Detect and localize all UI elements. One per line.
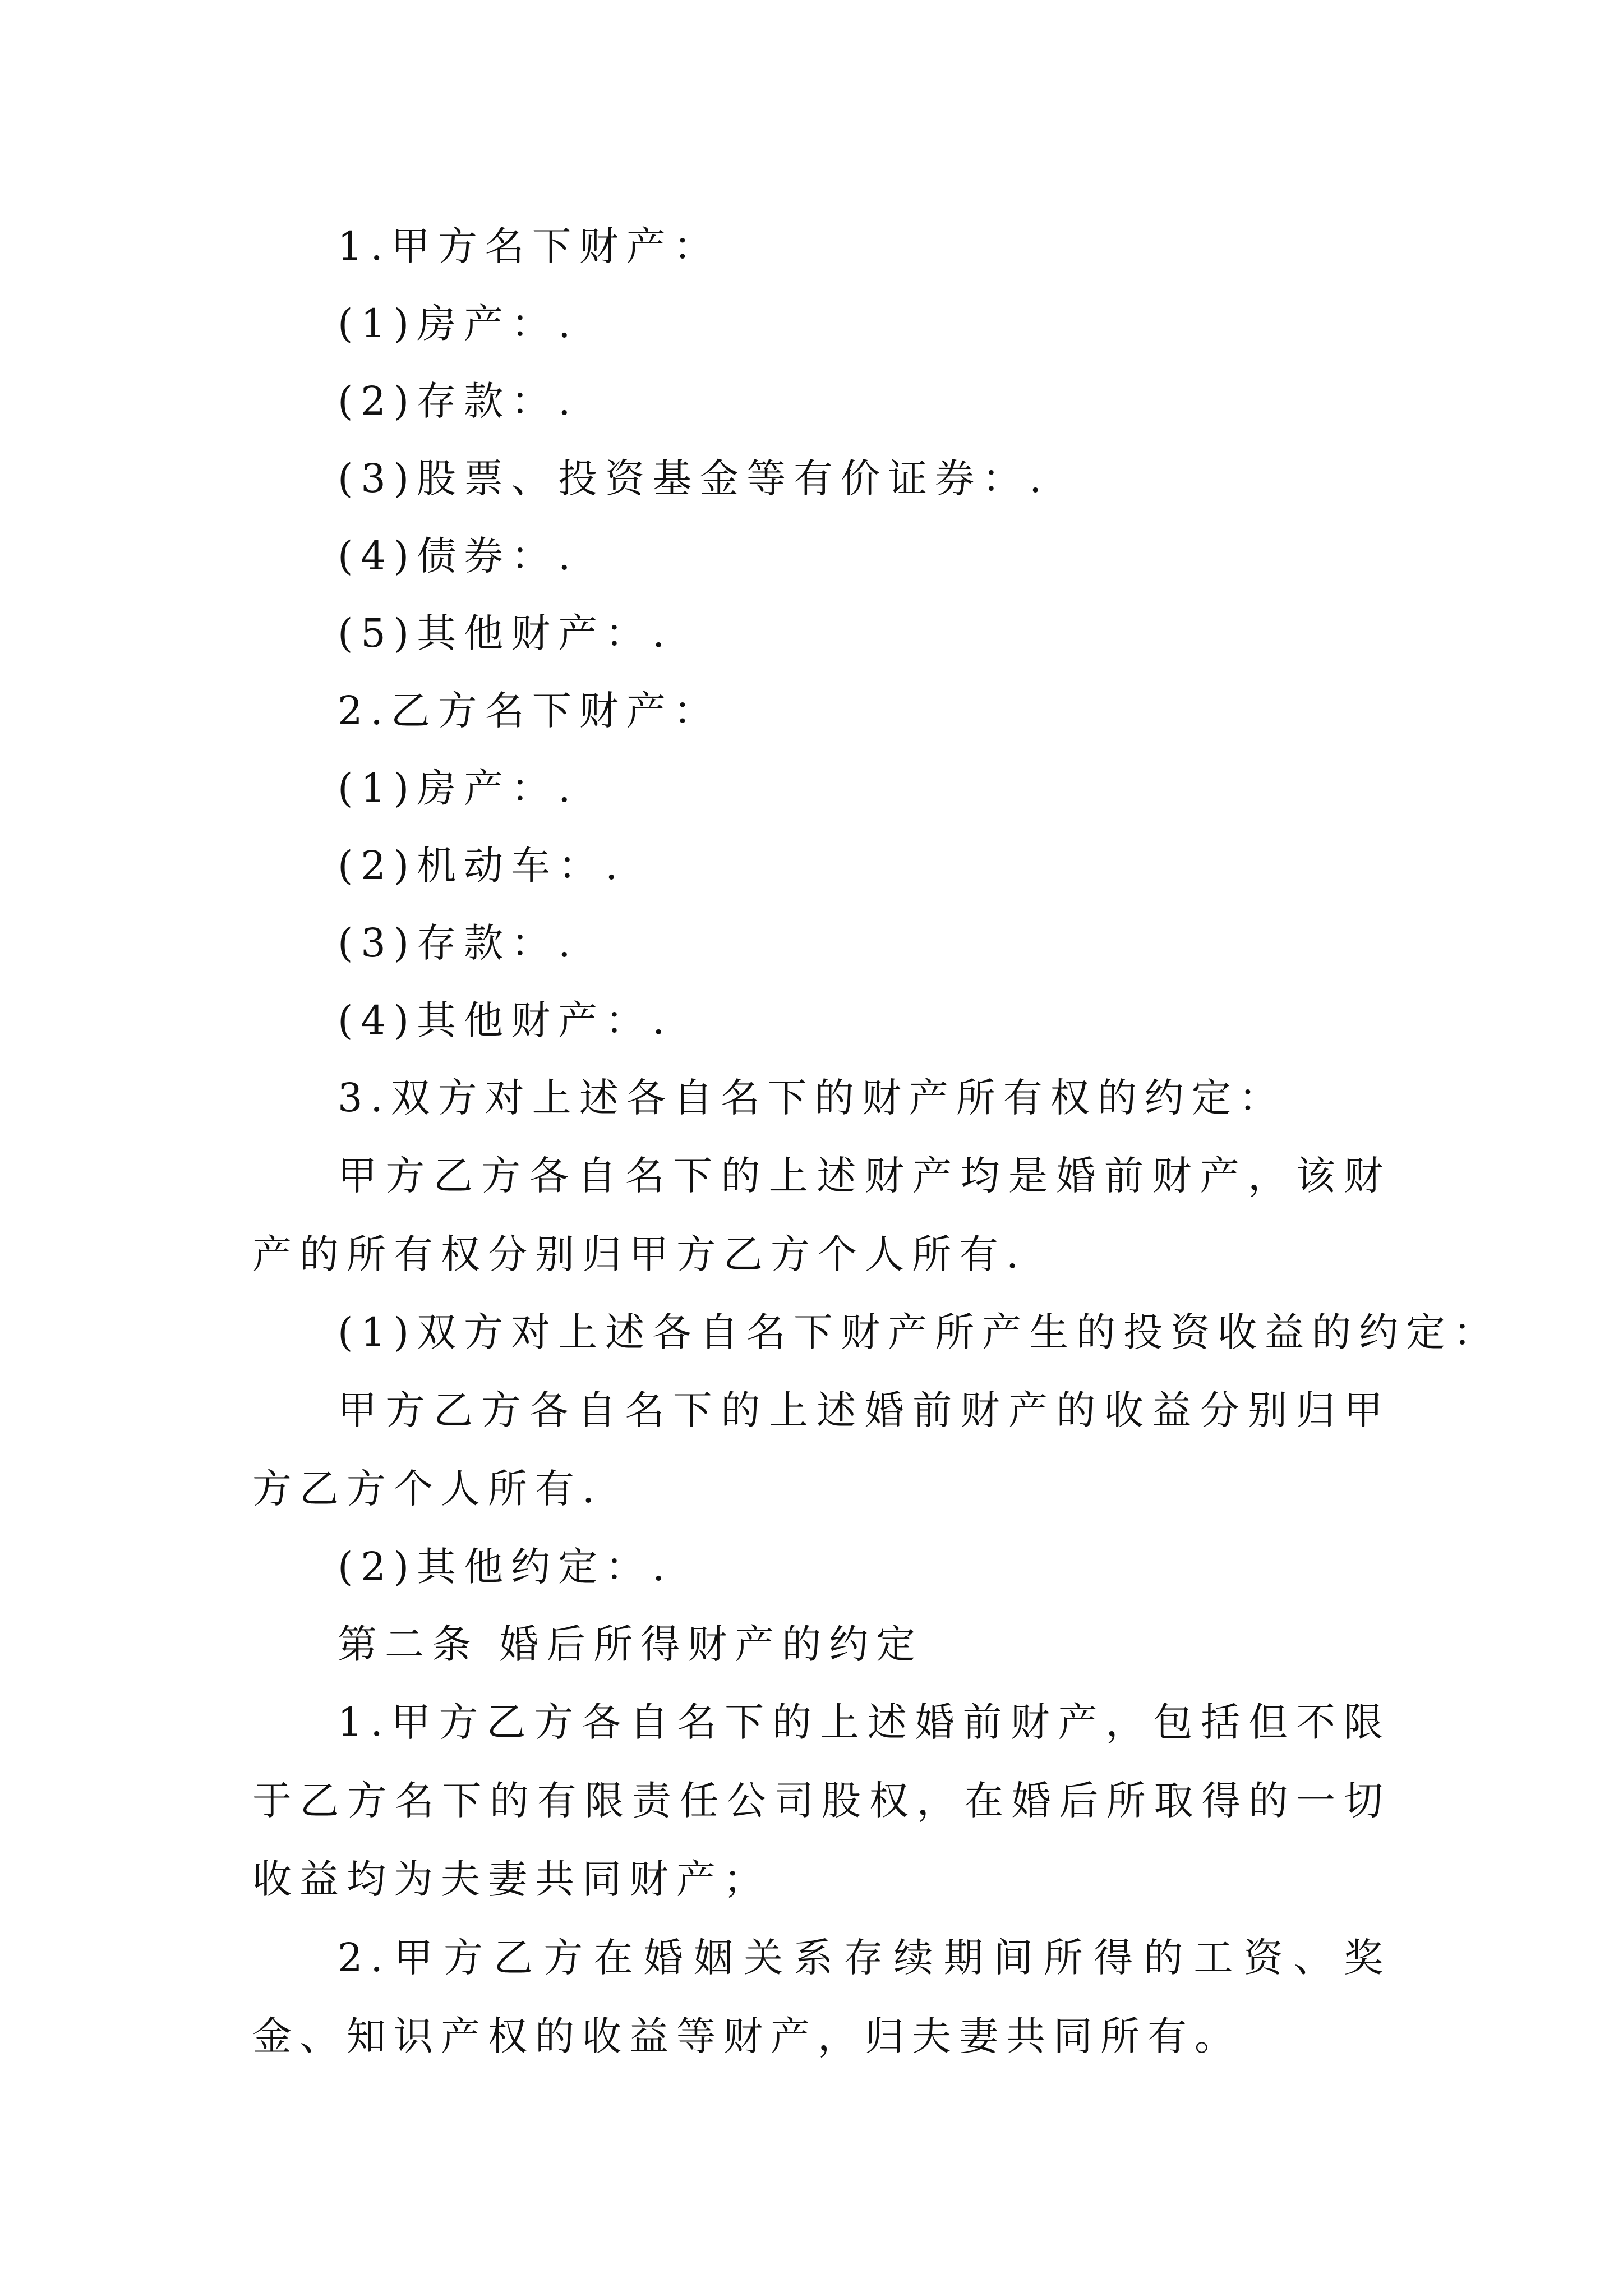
item-a-securities: (3)股票、投资基金等有价证券：. (338, 455, 1050, 501)
item-party-b-assets: 2.乙方名下财产： (338, 688, 721, 734)
paragraph-premarital-ownership: 甲方乙方各自名下的上述财产均是婚前财产，该财产的所有权分别归甲方乙方个人所有. (252, 1153, 1391, 1277)
article-2-heading: 第二条 婚后所得财产的约定 (338, 1621, 924, 1667)
document-body (252, 208, 1501, 2076)
item-a-other: (5)其他财产：. (338, 610, 673, 656)
item-b-vehicle: (2)机动车：. (338, 843, 626, 889)
item-a-deposits: (2)存款：. (338, 378, 579, 424)
item-party-a-assets: 1.甲方名下财产： (338, 223, 721, 269)
item-b-other: (4)其他财产：. (338, 997, 673, 1043)
item-a-bonds: (4)债券：. (338, 533, 579, 579)
paragraph-joint-property: 2.甲方乙方在婚姻关系存续期间所得的工资、奖金、知识产权的收益等财产，归夫妻共同所有。 (252, 1935, 1391, 2059)
paragraph-premarital-income: 甲方乙方各自名下的上述婚前财产的收益分别归甲方乙方个人所有. (252, 1387, 1391, 1512)
item-ownership-agreement: 3.双方对上述各自名下的财产所有权的约定： (338, 1075, 1286, 1121)
item-b-real-estate: (1)房产：. (338, 765, 579, 811)
item-income-agreement: (1)双方对上述各自名下财产所产生的投资收益的约定： (338, 1309, 1501, 1355)
paragraph-post-marital-income: 1.甲方乙方各自名下的上述婚前财产，包括但不限于乙方名下的有限责任公司股权，在婚后所取得的一切收益均为夫妻共同财产； (252, 1699, 1391, 1902)
item-a-real-estate: (1)房产：. (338, 301, 579, 347)
item-b-deposits: (3)存款：. (338, 920, 579, 966)
item-other-agreement: (2)其他约定：. (338, 1544, 673, 1590)
